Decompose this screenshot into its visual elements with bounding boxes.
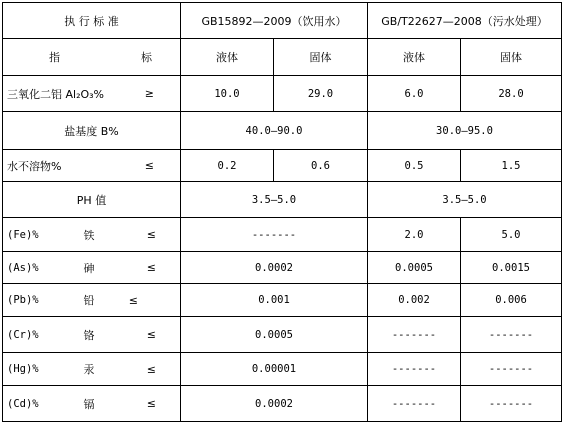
value-cell: 3.5—5.0 — [368, 182, 562, 218]
table-row — [3, 252, 562, 284]
value-cell: 0.006 — [461, 284, 562, 317]
element-name: 镉 — [83, 397, 95, 411]
spec-table — [2, 2, 562, 422]
value-cell: 3.5—5.0 — [181, 182, 368, 218]
table-row — [3, 284, 562, 317]
row-label-cell — [3, 252, 181, 284]
comparator: ≤ — [146, 328, 156, 341]
table-row — [3, 386, 562, 422]
table-row — [3, 150, 562, 182]
element-name: 铁 — [83, 228, 95, 242]
value-cell: ------- — [461, 386, 562, 422]
row-label-cell — [3, 76, 181, 112]
value-cell: 0.0005 — [181, 317, 368, 353]
comparator: ≤ — [144, 159, 154, 172]
comparator: ≥ — [144, 87, 154, 100]
value-cell: 28.0 — [461, 76, 562, 112]
table-row — [3, 182, 562, 218]
element-symbol: (Cr)% — [7, 328, 39, 341]
value-cell: ------- — [368, 353, 461, 386]
row-label-cell — [3, 218, 181, 252]
standard-label: 执 行 标 准 — [64, 14, 119, 28]
row-label-cell — [3, 150, 181, 182]
value-cell: 0.0002 — [181, 386, 368, 422]
element-name: 铅 — [83, 294, 95, 307]
value-cell: 2.0 — [368, 218, 461, 252]
a-liquid-head: 液体 — [181, 39, 274, 76]
standard-a-cell — [181, 3, 368, 39]
table-row — [3, 317, 562, 353]
value-cell: ------- — [461, 353, 562, 386]
row-label: 水不溶物% — [7, 159, 62, 173]
standard-label-cell — [3, 3, 181, 39]
row-label-cell — [3, 386, 181, 422]
value-cell: 10.0 — [181, 76, 274, 112]
value-cell: 29.0 — [274, 76, 368, 112]
row-label: PH 值 — [76, 193, 107, 207]
value-cell: 0.0005 — [368, 252, 461, 284]
value-cell: ------- — [181, 218, 368, 252]
value-cell: 40.0—90.0 — [181, 112, 368, 150]
comparator: ≤ — [128, 293, 138, 307]
row-label-cell — [3, 284, 181, 317]
table-row — [3, 112, 562, 150]
element-symbol: (Cd)% — [7, 397, 39, 410]
value-cell: 0.002 — [368, 284, 461, 317]
value-cell: 0.00001 — [181, 353, 368, 386]
value-cell: 5.0 — [461, 218, 562, 252]
comparator: ≤ — [146, 228, 156, 241]
header-row — [3, 3, 562, 39]
value-cell: 30.0—95.0 — [368, 112, 562, 150]
element-symbol: (Hg)% — [7, 363, 39, 375]
table-row — [3, 76, 562, 112]
value-cell: 1.5 — [461, 150, 562, 182]
value-cell: 6.0 — [368, 76, 461, 112]
element-name: 汞 — [83, 363, 95, 376]
value-cell: ------- — [368, 317, 461, 353]
element-symbol: (Pb)% — [7, 294, 39, 306]
comparator: ≤ — [146, 397, 156, 410]
value-cell: 0.5 — [368, 150, 461, 182]
row-label-cell — [3, 112, 181, 150]
b-liquid-head: 液体 — [368, 39, 461, 76]
comparator: ≤ — [146, 362, 156, 376]
element-symbol: (As)% — [7, 261, 39, 274]
value-cell: ------- — [368, 386, 461, 422]
b-solid-head: 固体 — [461, 39, 562, 76]
value-cell: 0.6 — [274, 150, 368, 182]
value-cell: 0.0015 — [461, 252, 562, 284]
element-name: 铬 — [83, 328, 95, 342]
element-name: 砷 — [83, 261, 95, 275]
subheader-row — [3, 39, 562, 76]
row-label-cell — [3, 182, 181, 218]
row-label-cell — [3, 317, 181, 353]
row-label-cell — [3, 353, 181, 386]
comparator: ≤ — [146, 261, 156, 274]
indicator-cell — [3, 39, 181, 76]
standard-b-title: GB/T22627—2008（污水处理） — [381, 14, 548, 28]
row-label: 盐基度 B% — [64, 124, 119, 138]
standard-b-cell — [368, 3, 562, 39]
element-symbol: (Fe)% — [7, 228, 39, 241]
value-cell: 0.001 — [181, 284, 368, 317]
table-row — [3, 218, 562, 252]
indicator-left-char: 指 — [49, 51, 60, 64]
table-row — [3, 353, 562, 386]
indicator-right-char: 标 — [141, 51, 152, 64]
value-cell: 0.0002 — [181, 252, 368, 284]
value-cell: 0.2 — [181, 150, 274, 182]
standard-a-title: GB15892—2009（饮用水） — [201, 14, 347, 28]
row-label: 三氧化二铝 Al₂O₃% — [7, 87, 105, 101]
value-cell: ------- — [461, 317, 562, 353]
a-solid-head: 固体 — [274, 39, 368, 76]
